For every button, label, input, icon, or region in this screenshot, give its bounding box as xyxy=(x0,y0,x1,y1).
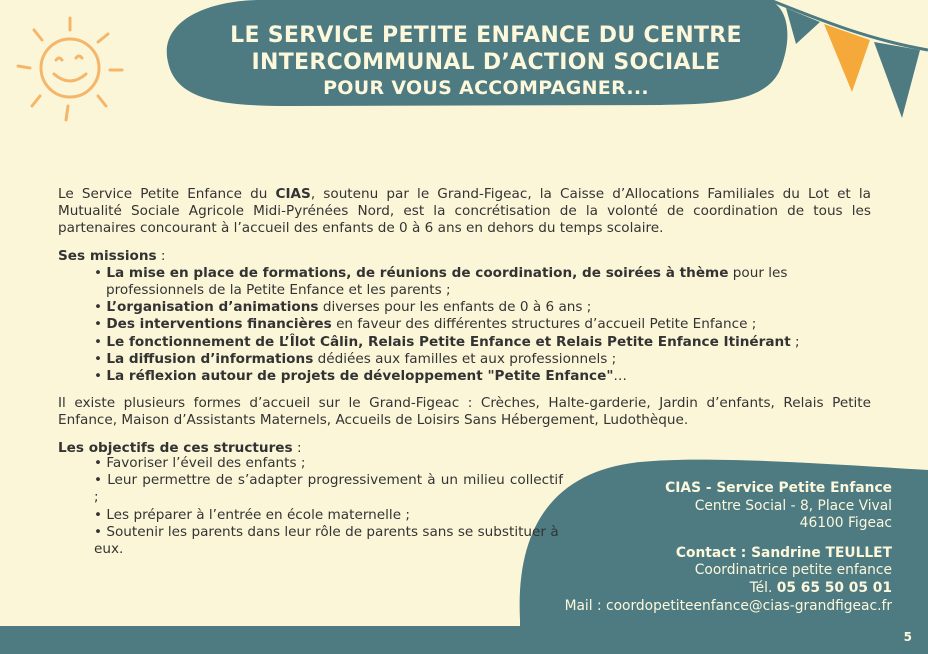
mission-item: • La mise en place de formations, de réunions de coordination, de soirées à thème pour les professionnels de la Petite Enfance et les parents ; xyxy=(94,264,788,299)
contact-name: Contact : Sandrine TEULLET xyxy=(675,544,892,561)
mission-item: • La diffusion d’informations dédiées aux familles et aux professionnels ; xyxy=(94,350,617,367)
title-line-2: INTERCOMMUNAL D’ACTION SOCIALE xyxy=(251,50,721,75)
mission-item: • La réflexion autour de projets de développement "Petite Enfance"… xyxy=(94,368,628,385)
bunting-flag xyxy=(874,42,920,118)
missions-section xyxy=(58,248,871,386)
mission-bold: L’organisation d’animations xyxy=(106,299,319,316)
objective-item: • Leur permettre de s’adapter progressivement à un milieu collectif ; xyxy=(94,472,563,506)
tel-number[interactable]: 05 65 50 05 01 xyxy=(776,579,892,596)
mission-bold: La diffusion d’informations xyxy=(106,350,314,367)
intro-cias: CIAS xyxy=(275,186,311,202)
intro-text-before: Le Service Petite Enfance du xyxy=(58,186,276,202)
mission-item: • Le fonctionnement de L’Îlot Câlin, Relais Petite Enfance et Relais Petite Enfance Itinérant ; xyxy=(94,333,800,350)
mission-bold: Le fonctionnement de L’Îlot Câlin, Relais Petite Enfance et Relais Petite Enfance Itinérant xyxy=(106,333,791,350)
mail-label: Mail : xyxy=(564,597,607,614)
objective-item: • Soutenir les parents dans leur rôle de parents sans se substituer à eux. xyxy=(94,523,559,558)
forms-paragraph: Il existe plusieurs formes d’accueil sur le Grand-Figeac : Crèches, Halte-garderie, Jardin d’enfants, Relais Petite Enfance, Maison d’Assistants Maternels, Accueils de Loisirs Sans Hébergement, Ludothèque. xyxy=(58,395,871,429)
mission-item: • L’organisation d’animations diverses pour les enfants de 0 à 6 ans ; xyxy=(94,299,592,316)
mission-rest: … xyxy=(613,368,628,385)
mission-bold: La mise en place de formations, de réunions de coordination, de soirées à thème xyxy=(106,264,729,281)
objectives-list xyxy=(94,455,563,558)
page-number: 5 xyxy=(903,630,912,644)
mission-rest: diverses pour les enfants de 0 à 6 ans ; xyxy=(318,299,592,316)
title-line-3: POUR VOUS ACCOMPAGNER... xyxy=(323,77,649,99)
mail-address[interactable]: coordopetiteenfance@cias-grandfigeac.fr xyxy=(606,597,892,614)
missions-list xyxy=(58,265,871,385)
objective-item: • Les préparer à l’entrée en école maternelle ; xyxy=(94,506,410,523)
title-line-1: LE SERVICE PETITE ENFANCE DU CENTRE xyxy=(230,23,742,48)
mission-bold: La réflexion autour de projets de développement "Petite Enfance" xyxy=(106,368,614,385)
contact-block xyxy=(552,480,892,615)
mission-rest: dédiées aux familles et aux professionnels ; xyxy=(313,350,617,367)
mission-rest: ; xyxy=(790,333,800,350)
contact-role: Coordinatrice petite enfance xyxy=(694,562,892,579)
page-title xyxy=(196,22,776,100)
mission-rest: pour les professionnels de la Petite Enfance et les parents ; xyxy=(106,264,788,299)
sun-icon xyxy=(18,18,122,120)
objectives-title: Les objectifs de ces structures xyxy=(58,439,293,456)
mission-rest: en faveur des différentes structures d’accueil Petite Enfance ; xyxy=(331,316,757,333)
footer-band xyxy=(0,626,928,654)
intro-text-after: , soutenu par le Grand-Figeac, la Caisse d’Allocations Familiales du Lot et la Mutualité Sociale Agricole Midi-Pyrénées Nord, est la concrétisation de la volonté de coordination de tous les partenaires concourant à l’accueil des enfants de 0 à 6 ans en dehors du temps scolaire. xyxy=(58,186,871,237)
objective-item: • Favoriser l’éveil des enfants ; xyxy=(94,455,306,471)
missions-title-suffix: : xyxy=(156,247,166,264)
mission-item: • Des interventions financières en faveur des différentes structures d’accueil Petite Enfance ; xyxy=(94,316,757,333)
contact-address-2: 46100 Figeac xyxy=(799,515,892,532)
mission-bold: Des interventions financières xyxy=(106,316,332,333)
contact-org: CIAS - Service Petite Enfance xyxy=(665,480,892,496)
missions-title: Ses missions xyxy=(58,247,157,264)
objectives-title-suffix: : xyxy=(292,439,302,456)
contact-address-1: Centre Social - 8, Place Vival xyxy=(694,497,892,514)
tel-label: Tél. xyxy=(749,579,777,596)
intro-paragraph xyxy=(58,186,871,238)
